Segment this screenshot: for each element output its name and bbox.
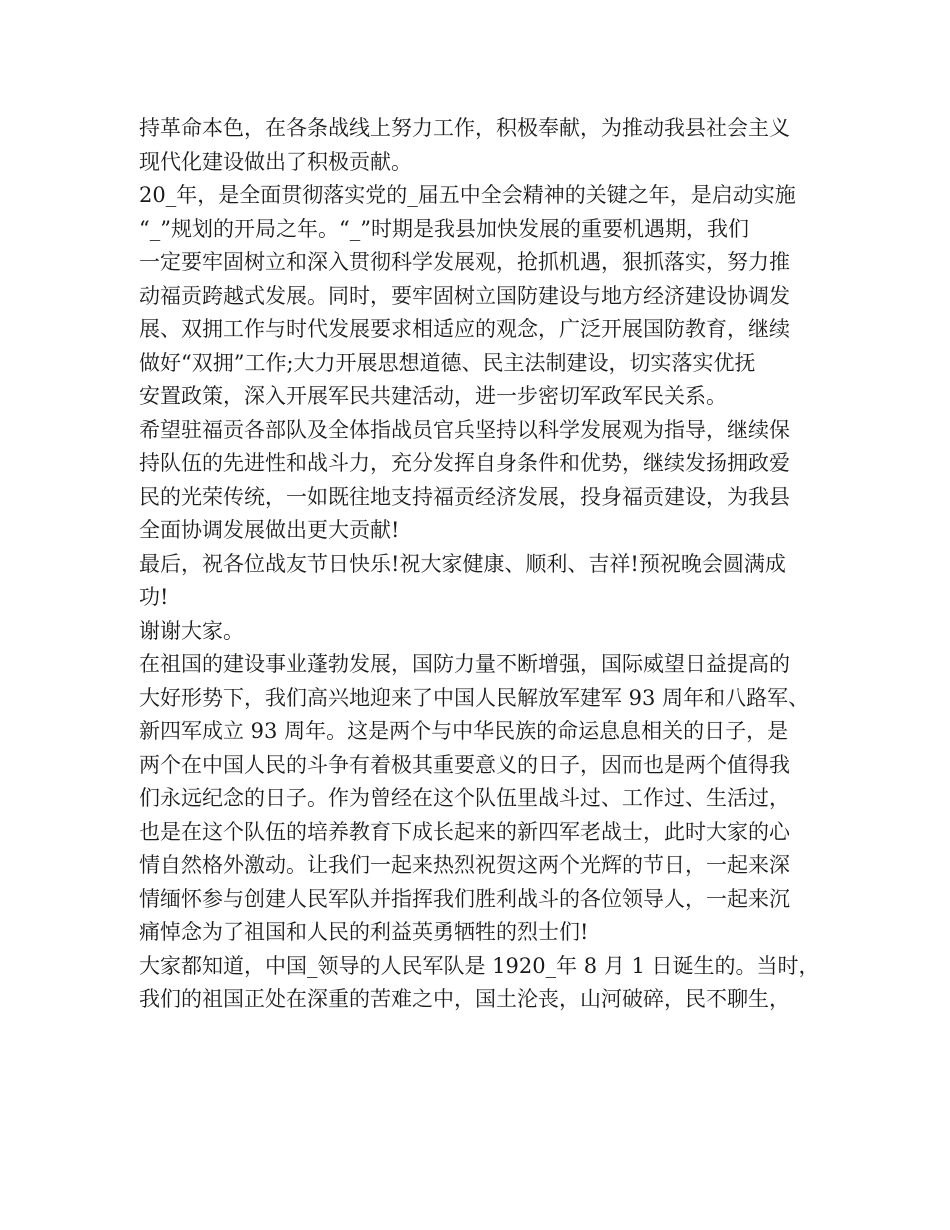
text-line: 动福贡跨越式发展。同时，要牢固树立国防建设与地方经济建设协调发 (139, 283, 790, 308)
text-line: 痛悼念为了祖国和人民的利益英勇牺牲的烈士们! (139, 920, 589, 944)
text-line: 全面协调发展做出更大贡献! (139, 518, 400, 542)
text-line: 谢谢大家。 (139, 618, 244, 643)
text-line: 情自然格外激动。让我们一起来热烈祝贺这两个光辉的节日，一起来深 (139, 853, 790, 877)
text-line: 安置政策，深入开展军民共建活动，进一步密切军政军民关系。 (139, 384, 727, 408)
text-line: 我们的祖国正处在深重的苦难之中，国土沦丧，山河破碎，民不聊生， (139, 987, 790, 1011)
text-line: 功! (139, 585, 169, 609)
text-line: 展、双拥工作与时代发展要求相适应的观念，广泛开展国防教育，继续 (139, 317, 790, 341)
text-line: 情缅怀参与创建人民军队并指挥我们胜利战斗的各位领导人，一起来沉 (139, 886, 790, 911)
text-line: 做好“双拥”工作;大力开展思想道德、民主法制建设，切实落实优抚 (139, 350, 756, 375)
text-line: 大好形势下，我们高兴地迎来了中国人民解放军建军 93 周年和八路军、 (139, 685, 810, 710)
text-line: 一定要牢固树立和深入贯彻科学发展观，抢抓机遇，狠抓落实，努力推 (139, 250, 790, 274)
text-line: 持革命本色，在各条战线上努力工作，积极奉献，为推动我县社会主义 (139, 116, 790, 140)
text-line: 民的光荣传统，一如既往地支持福贡经济发展，投身福贡建设，为我县 (139, 484, 790, 509)
text-line: 在祖国的建设事业蓬勃发展，国防力量不断增强，国际威望日益提高的 (139, 652, 790, 676)
text-line: 持队伍的先进性和战斗力，充分发挥自身条件和优势，继续发扬拥政爱 (139, 451, 790, 475)
text-line: 大家都知道，中国_领导的人民军队是 1920_年 8 月 1 日诞生的。当时， (139, 953, 820, 978)
text-line: 两个在中国人民的斗争有着极其重要意义的日子，因而也是两个值得我 (139, 752, 790, 777)
text-line: 也是在这个队伍的培养教育下成长起来的新四军老战士，此时大家的心 (139, 819, 790, 844)
text-line: 希望驻福贡各部队及全体指战员官兵坚持以科学发展观为指导，继续保 (139, 417, 790, 442)
text-line: 新四军成立 93 周年。这是两个与中华民族的命运息息相关的日子，是 (139, 719, 789, 743)
text-line: 最后，祝各位战友节日快乐!祝大家健康、顺利、吉祥!预祝晚会圆满成 (139, 551, 786, 576)
text-line: 们永远纪念的日子。作为曾经在这个队伍里战斗过、工作过、生活过， (139, 786, 790, 810)
text-line: 20_年，是全面贯彻落实党的_届五中全会精神的关键之年，是启动实施 (139, 183, 796, 207)
text-line: 现代化建设做出了积极贡献。 (139, 149, 412, 174)
document-body (139, 112, 819, 1017)
text-line: “_”规划的开局之年。“_”时期是我县加快发展的重要机遇期，我们 (139, 216, 749, 241)
